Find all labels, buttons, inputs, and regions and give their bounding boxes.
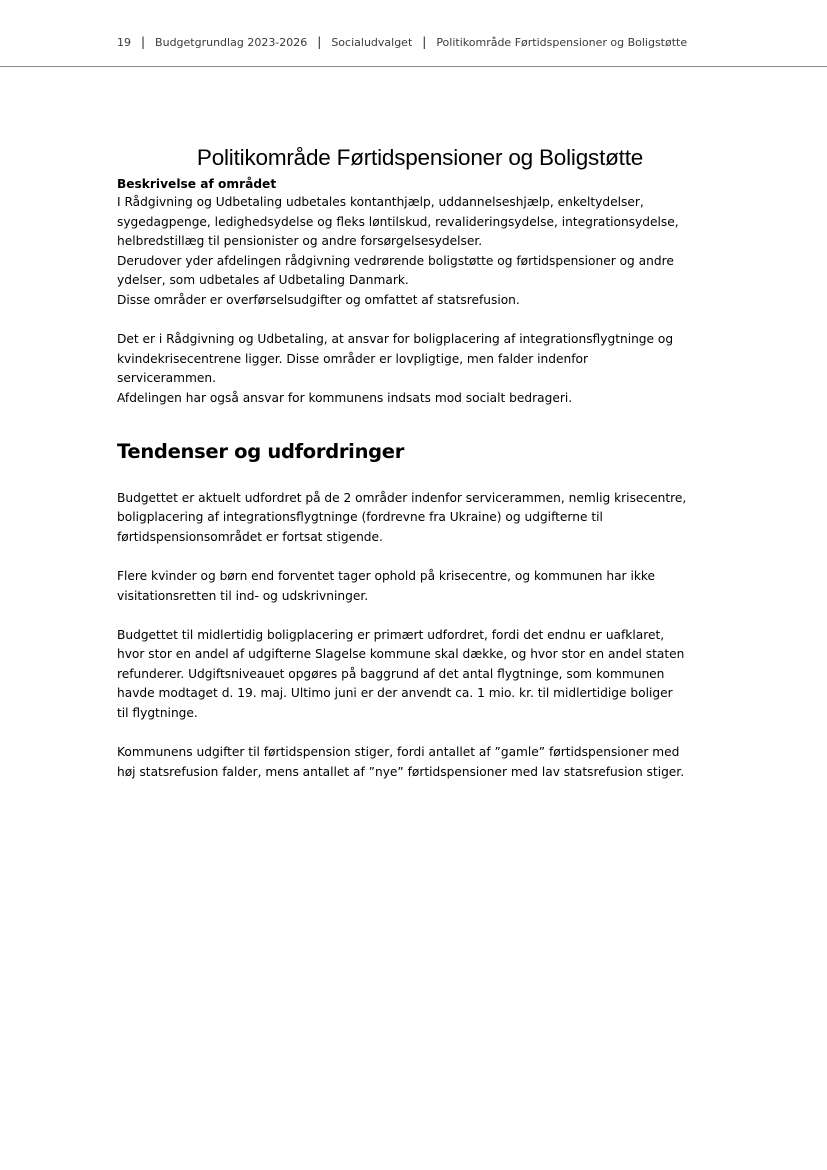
header-separator: | — [317, 35, 322, 49]
text-line: sygedagpenge, ledighedsydelse og fleks løntilskud, revalideringsydelse, integrationsydelse, — [117, 214, 679, 229]
text-line: visitationsretten til ind- og udskrivninger. — [117, 588, 369, 603]
header-separator: | — [422, 35, 427, 49]
text-line: refunderer. Udgiftsniveauet opgøres på baggrund af det antal flygtninge, som kommunen — [117, 666, 665, 681]
description-block-2 — [117, 330, 717, 408]
trends-paragraph-1 — [117, 489, 717, 548]
page-content — [117, 142, 717, 782]
text-line: Budgettet til midlertidig boligplacering er primært udfordret, fordi det endnu er uafklaret, — [117, 627, 665, 642]
text-line: hvor stor en andel af udgifterne Slagelse kommune skal dække, og hvor stor en andel staten — [117, 647, 685, 662]
text-line: Kommunens udgifter til førtidspension stiger, fordi antallet af ”gamle” førtidspensioner med — [117, 745, 680, 760]
text-line: servicerammen. — [117, 371, 216, 386]
trends-heading: Tendenser og udfordringer — [117, 439, 405, 463]
description-block-1 — [117, 193, 717, 311]
text-line: Det er i Rådgivning og Udbetaling, at ansvar for boligplacering af integrationsflygtninge og — [117, 332, 674, 347]
text-line: Flere kvinder og børn end forventet tager ophold på krisecentre, og kommunen har ikke — [117, 568, 656, 583]
description-label: Beskrivelse af området — [117, 177, 277, 191]
text-line: kvindekrisecentrene ligger. Disse områder er lovpligtige, men falder indenfor — [117, 351, 588, 366]
text-line: I Rådgivning og Udbetaling udbetales kontanthjælp, uddannelseshjælp, enkeltydelser, — [117, 195, 644, 209]
text-line: havde modtaget d. 19. maj. Ultimo juni er der anvendt ca. 1 mio. kr. til midlertidige boliger — [117, 686, 673, 701]
heading-gap — [117, 465, 717, 489]
paragraph-gap — [117, 547, 717, 567]
paragraph-gap — [117, 606, 717, 626]
text-line: helbredstillæg til pensionister og andre forsørgelsesydelser. — [117, 234, 483, 249]
text-line: Disse områder er overførselsudgifter og omfattet af statsrefusion. — [117, 292, 520, 307]
text-line: ydelser, som udbetales af Udbetaling Danmark. — [117, 273, 409, 288]
text-line: til flygtninge. — [117, 706, 198, 721]
header-document-name: Budgetgrundlag 2023-2026 — [155, 35, 308, 49]
trends-paragraph-4 — [117, 743, 717, 782]
header-section: Politikområde Førtidspensioner og Boligstøtte — [436, 35, 688, 49]
text-line: Derudover yder afdelingen rådgivning vedrørende boligstøtte og førtidspensioner og andre — [117, 253, 674, 268]
page-number: 19 — [117, 35, 131, 49]
header-committee: Socialudvalget — [331, 35, 413, 49]
text-line: høj statsrefusion falder, mens antallet af ”nye” førtidspensioner med lav statsrefusion stiger. — [117, 764, 685, 779]
paragraph-gap — [117, 724, 717, 744]
text-line: førtidspensionsområdet er fortsat stigende. — [117, 529, 383, 544]
text-line: Budgettet er aktuelt udfordret på de 2 områder indenfor servicerammen, nemlig krisecentre, — [117, 490, 687, 505]
page-title: Politikområde Førtidspensioner og Boligstøtte — [196, 145, 644, 170]
header-separator: | — [141, 35, 146, 49]
text-line: Afdelingen har også ansvar for kommunens indsats mod socialt bedrageri. — [117, 390, 573, 405]
trends-paragraph-2 — [117, 567, 717, 606]
page-header — [0, 0, 827, 67]
paragraph-gap — [117, 311, 717, 331]
trends-paragraph-3 — [117, 626, 717, 724]
text-line: boligplacering af integrationsflygtninge (fordrevne fra Ukraine) og udgifterne til — [117, 510, 603, 525]
running-header — [117, 35, 687, 49]
